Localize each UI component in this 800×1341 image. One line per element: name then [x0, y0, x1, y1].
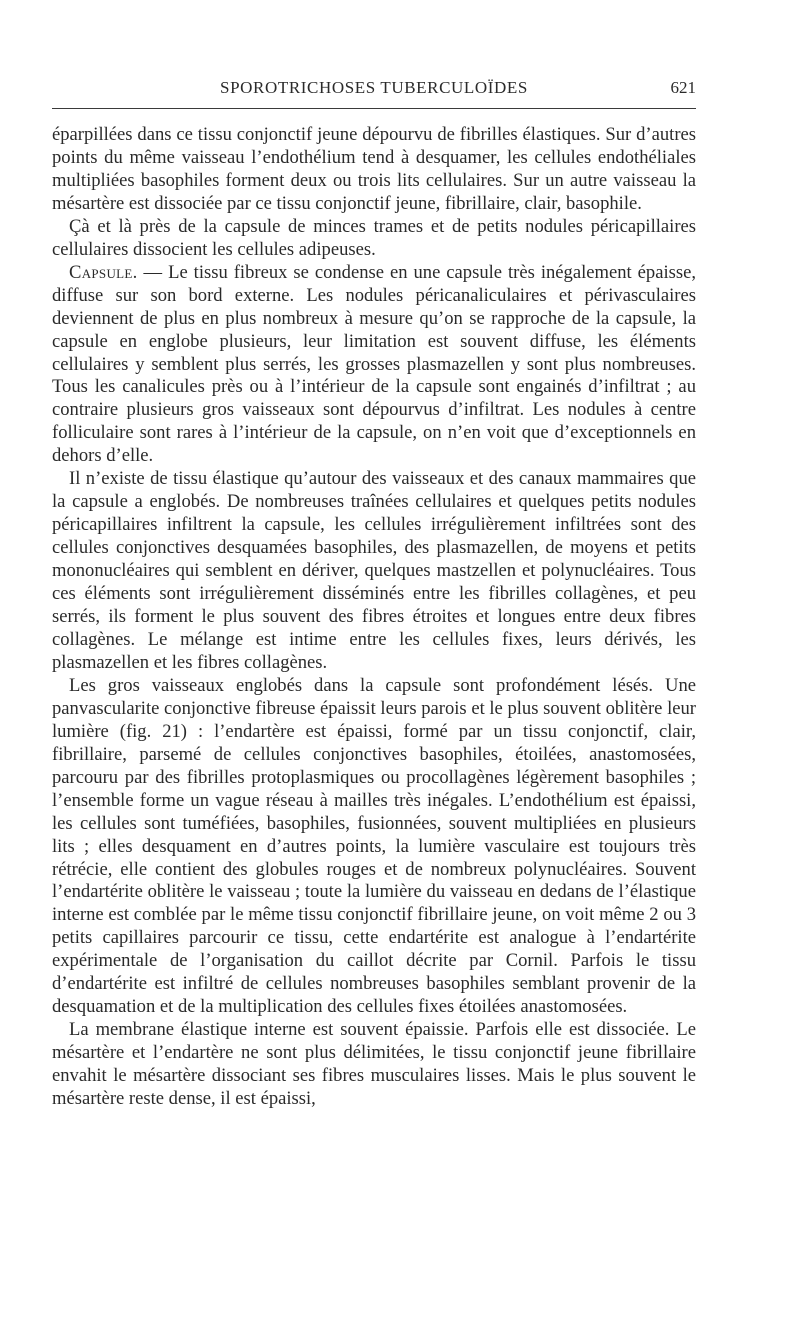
- page-header: [52, 72, 696, 109]
- paragraph: éparpillées dans ce tissu conjonctif jeune dépourvu de fibrilles élastiques. Sur d’autres points du même vaisseau l’endothélium tend à desquamer, les cellules endothéliales multipliées basophiles forment deux ou trois lits cellulaires. Sur un autre vaisseau la mésartère est dissociée par ce tissu conjonctif jeune, fibrillaire, clair, basophile.: [52, 124, 696, 214]
- paragraph: Il n’existe de tissu élastique qu’autour des vaisseaux et des canaux mammaires que la capsule a englobés. De nombreuses traînées cellulaires et quelques petits nodules péricapillaires infiltrent la capsule, les cellules irrégulièrement infiltrées sont des cellules conjonctives desquamées basophiles, des plasmazellen, de moyens et petits mononucléaires qui semblent en dériver, quelques mastzellen et polynucléaires. Tous ces éléments sont irrégulièrement disséminés entre les fibrilles collagènes, et peu serrés, ils forment le plus souvent des fibres étroites et longues entre deux fibres collagènes. Le mélange est intime entre les cellules fixes, leurs dérivés, les plasmazellen et les fibres collagènes.: [52, 468, 696, 673]
- running-title: SPOROTRICHOSES TUBERCULOÏDES: [220, 78, 528, 97]
- paragraph: La membrane élastique interne est souvent épaissie. Parfois elle est dissociée. Le mésartère et l’endartère ne sont plus délimitées, le tissu conjonctif jeune fibrillaire envahit le mésartère dissociant ses fibres musculaires lisses. Mais le plus souvent le mésartère reste dense, il est épaissi,: [52, 1019, 696, 1110]
- section-heading-capsule: Capsule.: [69, 261, 138, 283]
- paragraph: [52, 262, 696, 469]
- paragraph-text: — Le tissu fibreux se condense en une capsule très inégalement épaisse, diffuse sur son bord externe. Les nodules péricanaliculaires et périvasculaires deviennent de plus en plus nombreux à mesure qu’on se rapproche de la capsule, la capsule en englobe plusieurs, leur limitation est souvent diffuse, les éléments cellulaires y semblent plus serrés, les grosses plasmazellen y sont plus nombreuses. Tous les canalicules près ou à l’intérieur de la capsule sont engainés d’infiltrat ; au contraire plusieurs gros vaisseaux sont dépourvus d’infiltrat. Les nodules à centre folliculaire sont rares à l’intérieur de la capsule, on n’en voit que d’exceptionnels en dehors d’elle.: [52, 261, 696, 467]
- page-number: 621: [670, 78, 696, 97]
- paragraph: Les gros vaisseaux englobés dans la capsule sont profondément lésés. Une panvascularite conjonctive fibreuse épaissit leurs parois et le plus souvent oblitère leur lumière (fig. 21) : l’endartère est épaissi, formé par un tissu conjonctif, clair, fibrillaire, parsemé de cellules conjonctives basophiles, étoilées, anastomosées, parcouru par des fibrilles protoplasmiques ou procollagènes légèrement basophiles ; l’ensemble forme un vague réseau à mailles très inégales. L’endothélium est épaissi, les cellules sont tuméfiées, basophiles, fusionnées, souvent multipliées en plusieurs lits ; elles desquament en d’autres points, la lumière vasculaire est toujours très rétrécie, elle contient des globules rouges et de nombreux polynucléaires. Souvent l’endartérite oblitère le vaisseau ; toute la lumière du vaisseau en dedans de l’élastique interne est comblée par le même tissu conjonctif fibrillaire jeune, on voit même 2 ou 3 petits capillaires parcourir ce tissu, cette endartérite est analogue à l’endartérite expérimentale de l’organisation du caillot décrite par Cornil. Parfois le tissu d’endartérite est infiltré de cellules nombreuses basophiles semblant provenir de la desquamation et de la multiplication des cellules fixes étoilées anastomosées.: [52, 674, 696, 1018]
- paragraph: Çà et là près de la capsule de minces trames et de petits nodules péricapillaires cellulaires dissocient les cellules adipeuses.: [52, 215, 696, 260]
- body-text: [52, 124, 696, 1111]
